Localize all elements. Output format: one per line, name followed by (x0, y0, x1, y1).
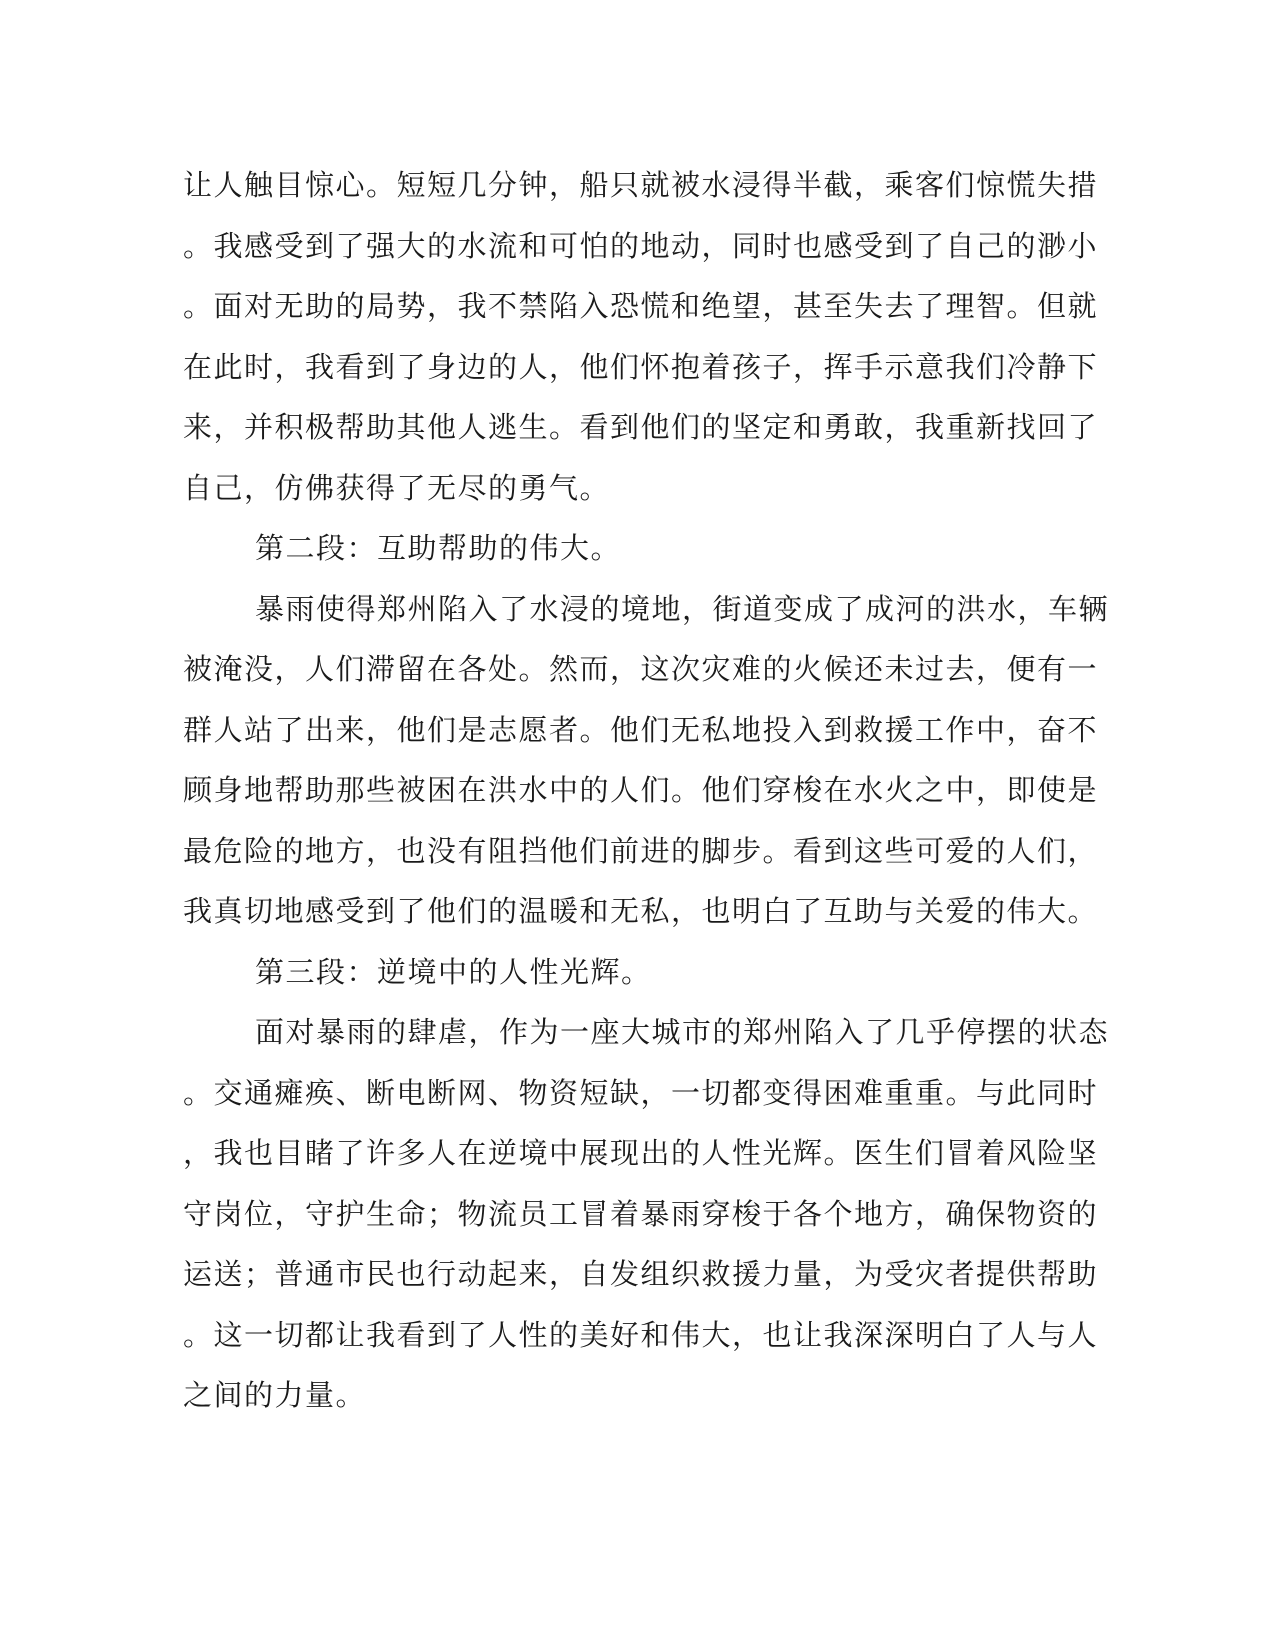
text-line: ，我也目睹了许多人在逆境中展现出的人性光辉。医生们冒着风险坚 (183, 1136, 1099, 1170)
text-line: 自己，仿佛获得了无尽的勇气。 (183, 470, 611, 505)
text-line: 在此时，我看到了身边的人，他们怀抱着孩子，挥手示意我们冷静下 (183, 349, 1099, 384)
text-line: 顾身地帮助那些被困在洪水中的人们。他们穿梭在水火之中，即使是 (183, 773, 1099, 807)
text-line: 群人站了出来，他们是志愿者。他们无私地投入到救援工作中，奋不 (183, 712, 1099, 747)
text-line: 。这一切都让我看到了人性的美好和伟大，也让我深深明白了人与人 (183, 1317, 1099, 1352)
text-line: 让人触目惊心。短短几分钟，船只就被水浸得半截，乘客们惊慌失措 (183, 168, 1099, 202)
text-line: 。交通瘫痪、断电断网、物资短缺，一切都变得困难重重。与此同时 (183, 1075, 1099, 1110)
text-line: 面对暴雨的肆虐，作为一座大城市的郑州陷入了几乎停摆的状态 (255, 1015, 1110, 1049)
text-line: 最危险的地方，也没有阻挡他们前进的脚步。看到这些可爱的人们， (183, 833, 1099, 868)
text-line: 之间的力量。 (183, 1378, 367, 1412)
section-heading-3: 第三段：逆境中的人性光辉。 (255, 954, 652, 989)
text-line: 被淹没，人们滞留在各处。然而，这次灾难的火候还未过去，便有一 (183, 652, 1099, 686)
text-line: 暴雨使得郑州陷入了水浸的境地，街道变成了成河的洪水，车辆 (255, 591, 1110, 626)
text-line: 来，并积极帮助其他人逃生。看到他们的坚定和勇敢，我重新找回了 (183, 410, 1099, 444)
text-line: 。我感受到了强大的水流和可怕的地动，同时也感受到了自己的渺小 (183, 228, 1099, 263)
section-heading-2: 第二段：互助帮助的伟大。 (255, 531, 622, 565)
text-line: 运送；普通市民也行动起来，自发组织救援力量，为受灾者提供帮助 (183, 1257, 1099, 1291)
text-line: 我真切地感受到了他们的温暖和无私，也明白了互助与关爱的伟大。 (183, 894, 1099, 928)
text-line: 。面对无助的局势，我不禁陷入恐慌和绝望，甚至失去了理智。但就 (183, 289, 1099, 323)
text-line: 守岗位，守护生命；物流员工冒着暴雨穿梭于各个地方，确保物资的 (183, 1196, 1099, 1231)
body-text (183, 155, 1110, 1426)
